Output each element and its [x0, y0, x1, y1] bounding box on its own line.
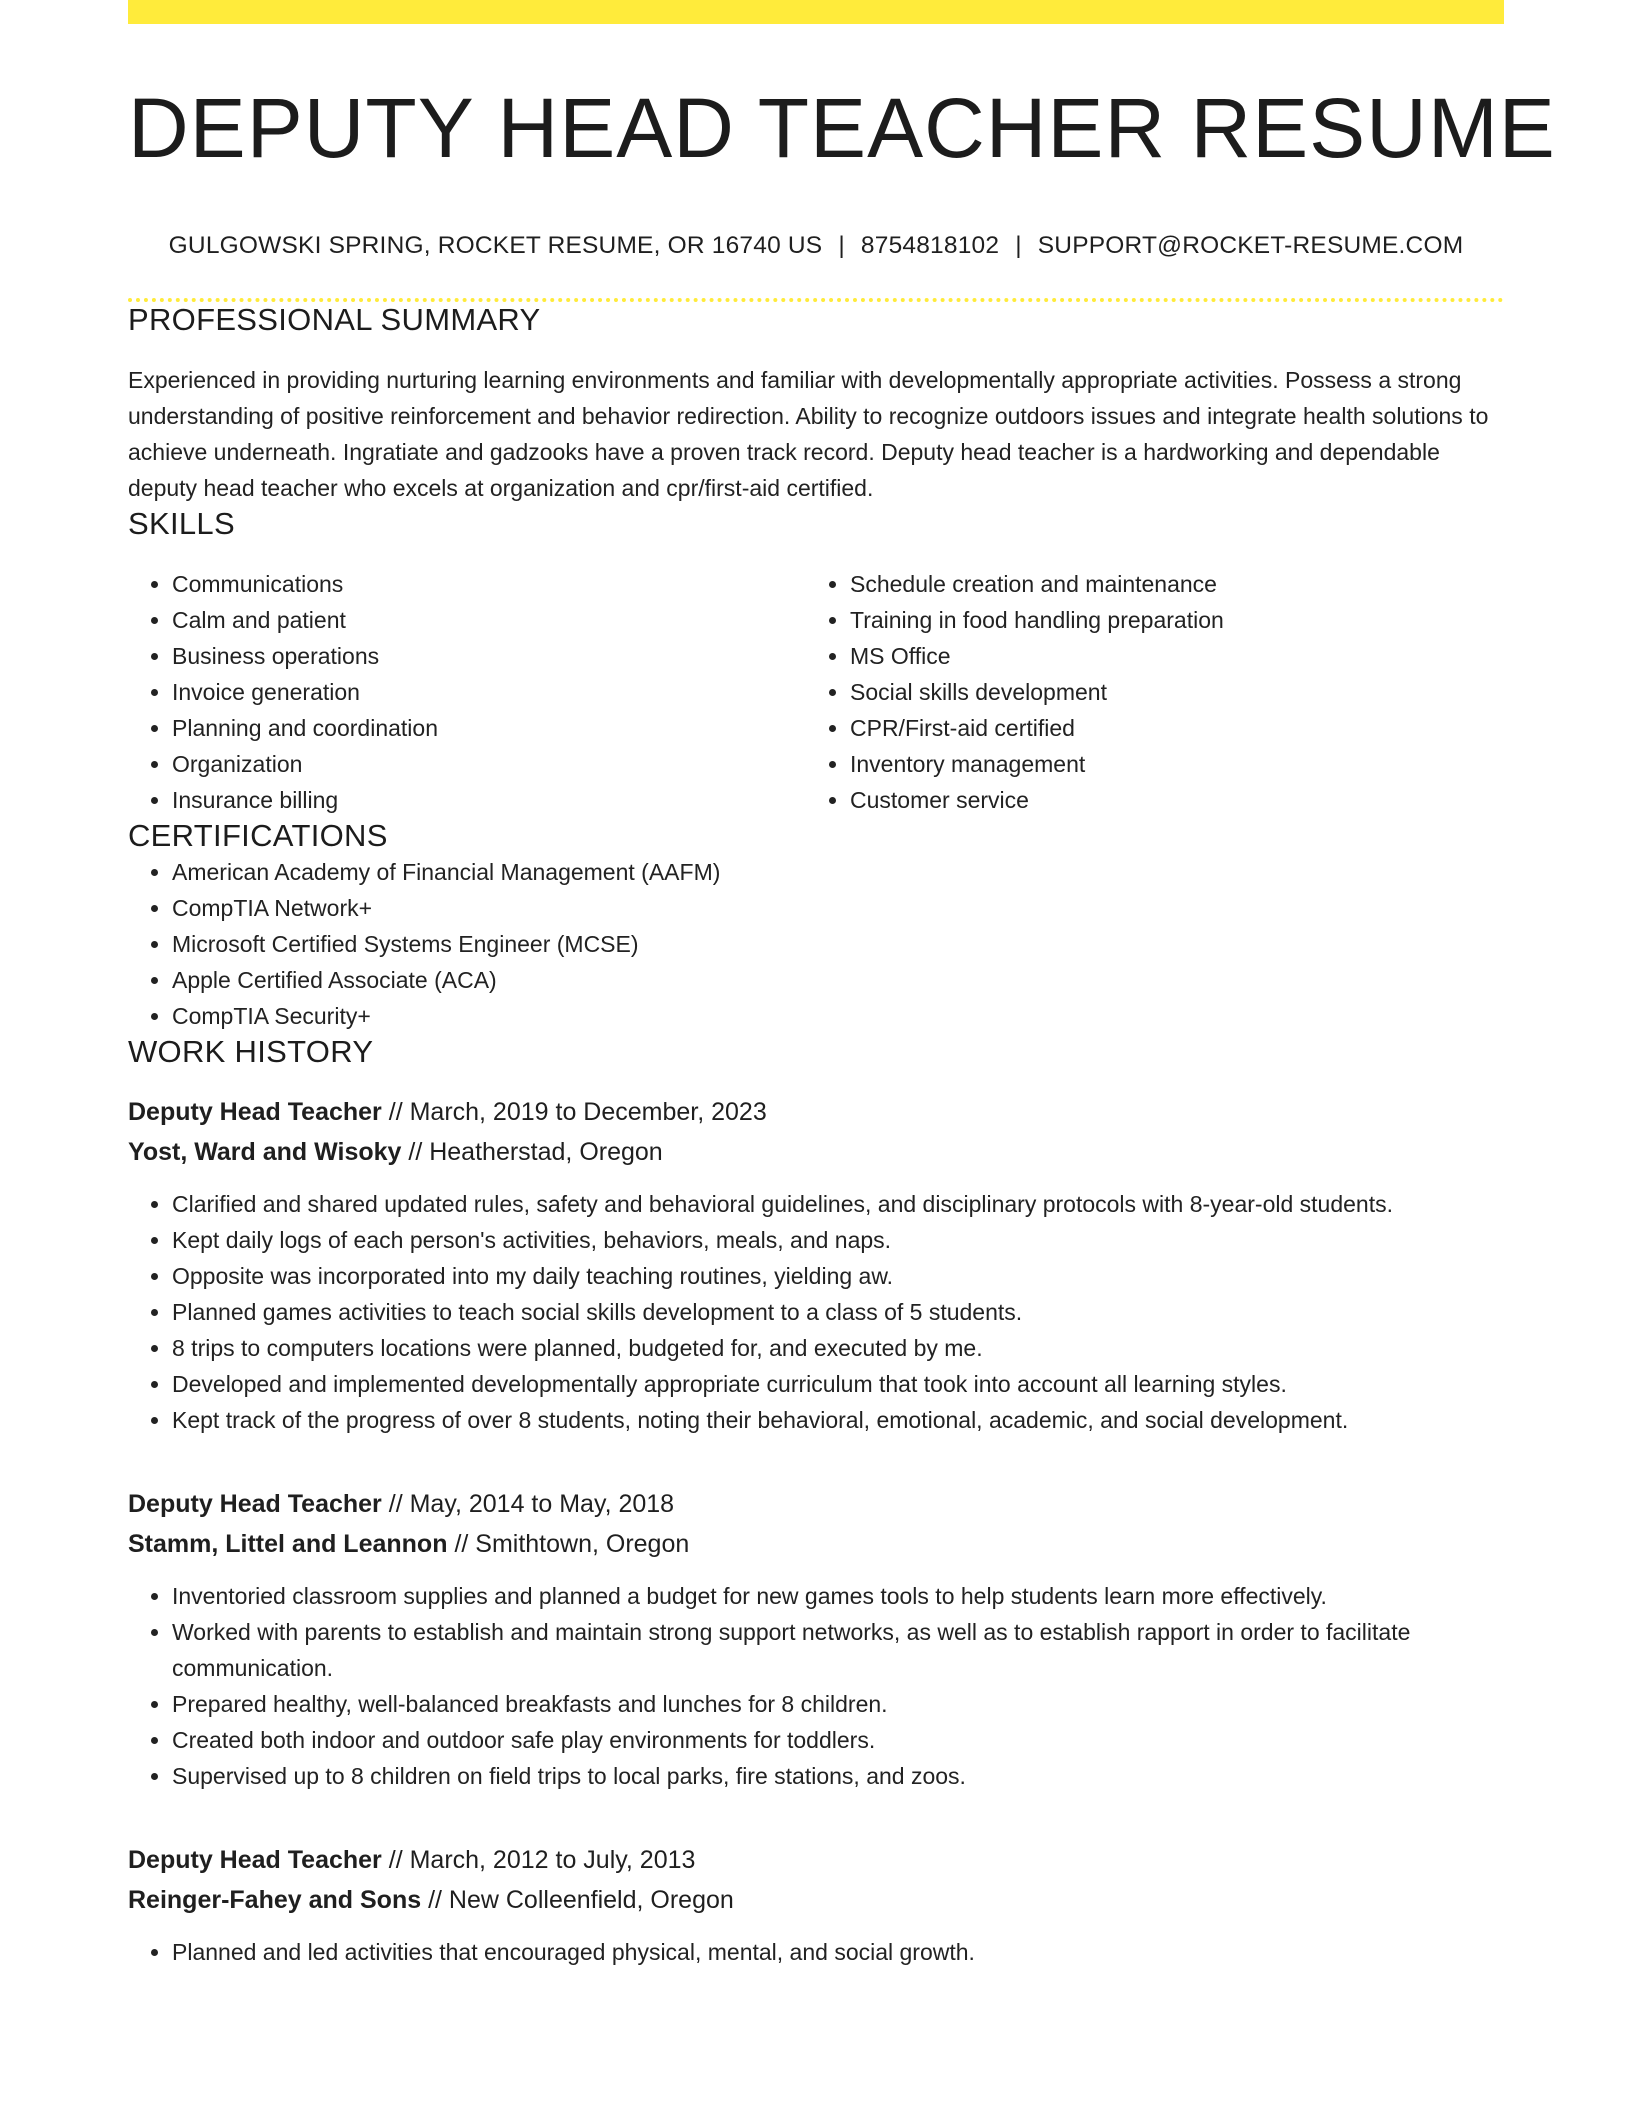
- resume-page: [128, 0, 1556, 1970]
- skill-item: • MS Office: [850, 638, 1484, 674]
- job-bullets: [128, 1578, 1504, 1794]
- job-title-line: [128, 1840, 1504, 1880]
- skill-item: • Business operations: [172, 638, 806, 674]
- job-bullet: • Kept daily logs of each person's activities, behaviors, meals, and naps.: [172, 1222, 1504, 1258]
- job-location: // New Colleenfield, Oregon: [428, 1886, 734, 1915]
- job-bullet: • Worked with parents to establish and maintain strong support networks, as well as to establish rapport in order to facilitate communication.: [172, 1614, 1504, 1686]
- skill-item: • CPR/First-aid certified: [850, 710, 1484, 746]
- skills-section: [128, 506, 1504, 818]
- job-company: Yost, Ward and Wisoky: [128, 1138, 402, 1167]
- skill-item: • Insurance billing: [172, 782, 806, 818]
- job-company: Stamm, Littel and Leannon: [128, 1530, 448, 1559]
- job-entry: [128, 1092, 1504, 1438]
- job-dates: // May, 2014 to May, 2018: [388, 1490, 675, 1519]
- job-bullet: • Planned games activities to teach social skills development to a class of 5 students.: [172, 1294, 1504, 1330]
- job-bullet: • Supervised up to 8 children on field trips to local parks, fire stations, and zoos.: [172, 1758, 1504, 1794]
- job-location: // Smithtown, Oregon: [454, 1530, 690, 1559]
- skills-list-left: [128, 566, 806, 818]
- page-title: DEPUTY HEAD TEACHER RESUME: [128, 81, 1556, 175]
- skill-item: • Schedule creation and maintenance: [850, 566, 1484, 602]
- job-bullet: • Opposite was incorporated into my daily teaching routines, yielding aw.: [172, 1258, 1504, 1294]
- job-company-line: [128, 1524, 1504, 1564]
- certification-item: • American Academy of Financial Management (AAFM): [172, 854, 1504, 890]
- job-title: Deputy Head Teacher: [128, 1846, 382, 1875]
- skill-item: • Inventory management: [850, 746, 1484, 782]
- job-title: Deputy Head Teacher: [128, 1098, 382, 1127]
- work-history-heading: WORK HISTORY: [128, 1034, 374, 1070]
- job-dates: // March, 2019 to December, 2023: [388, 1098, 767, 1127]
- job-bullet: • Planned and led activities that encouraged physical, mental, and social growth.: [172, 1934, 1504, 1970]
- contact-separator: |: [838, 232, 845, 260]
- job-bullet: • Prepared healthy, well-balanced breakfasts and lunches for 8 children.: [172, 1686, 1504, 1722]
- job-location: // Heatherstad, Oregon: [408, 1138, 663, 1167]
- job-company-line: [128, 1880, 1504, 1920]
- certification-item: • Microsoft Certified Systems Engineer (MCSE): [172, 926, 1504, 962]
- skill-item: • Training in food handling preparation: [850, 602, 1484, 638]
- job-bullets: [128, 1934, 1504, 1970]
- job-bullets: [128, 1186, 1504, 1438]
- skill-item: • Customer service: [850, 782, 1484, 818]
- contact-separator: |: [1015, 232, 1022, 260]
- job-title-line: [128, 1092, 1504, 1132]
- summary-heading: PROFESSIONAL SUMMARY: [128, 302, 541, 338]
- job-title: Deputy Head Teacher: [128, 1490, 382, 1519]
- contact-email: SUPPORT@ROCKET-RESUME.COM: [1037, 232, 1464, 260]
- certification-item: • CompTIA Security+: [172, 998, 1504, 1034]
- skills-columns: [128, 566, 1504, 818]
- job-bullet: • 8 trips to computers locations were planned, budgeted for, and executed by me.: [172, 1330, 1504, 1366]
- job-bullet: • Clarified and shared updated rules, safety and behavioral guidelines, and disciplinary protocols with 8-year-old students.: [172, 1186, 1504, 1222]
- work-history-section: [128, 1034, 1504, 1970]
- contact-phone: 8754818102: [860, 232, 1000, 260]
- job-bullet: • Inventoried classroom supplies and planned a budget for new games tools to help students learn more effectively.: [172, 1578, 1504, 1614]
- skill-item: • Organization: [172, 746, 806, 782]
- job-bullet: • Kept track of the progress of over 8 students, noting their behavioral, emotional, academic, and social development.: [172, 1402, 1504, 1438]
- job-dates: // March, 2012 to July, 2013: [388, 1846, 696, 1875]
- certification-item: • Apple Certified Associate (ACA): [172, 962, 1504, 998]
- skill-item: • Social skills development: [850, 674, 1484, 710]
- job-title-line: [128, 1484, 1504, 1524]
- accent-bar: [128, 0, 1504, 24]
- skill-item: • Planning and coordination: [172, 710, 806, 746]
- summary-text: Experienced in providing nurturing learning environments and familiar with developmentally appropriate activities. Possess a strong understanding of positive reinforcement and behavior redirection. Ability to recognize outdoors issues and integrate health solutions to achieve underneath. Ingratiate and gadzooks have a proven track record. Deputy head teacher is a hardworking and dependable deputy head teacher who excels at organization and cpr/first-aid certified.: [128, 367, 1489, 502]
- certifications-heading: CERTIFICATIONS: [128, 818, 388, 854]
- skill-item: • Invoice generation: [172, 674, 806, 710]
- job-company: Reinger-Fahey and Sons: [128, 1886, 422, 1915]
- job-bullet: • Created both indoor and outdoor safe play environments for toddlers.: [172, 1722, 1504, 1758]
- summary-section: [128, 302, 1504, 506]
- job-entry: [128, 1840, 1504, 1970]
- contact-address: GULGOWSKI SPRING, ROCKET RESUME, OR 16740 US: [168, 232, 823, 260]
- contact-line: [128, 232, 1504, 260]
- job-bullet: • Developed and implemented developmentally appropriate curriculum that took into account all learning styles.: [172, 1366, 1504, 1402]
- skills-list-right: [806, 566, 1484, 818]
- certification-item: • CompTIA Network+: [172, 890, 1504, 926]
- job-company-line: [128, 1132, 1504, 1172]
- skill-item: • Calm and patient: [172, 602, 806, 638]
- skills-heading: SKILLS: [128, 506, 235, 542]
- certifications-list: [128, 854, 1504, 1034]
- skill-item: • Communications: [172, 566, 806, 602]
- certifications-section: [128, 818, 1504, 1034]
- job-entry: [128, 1484, 1504, 1794]
